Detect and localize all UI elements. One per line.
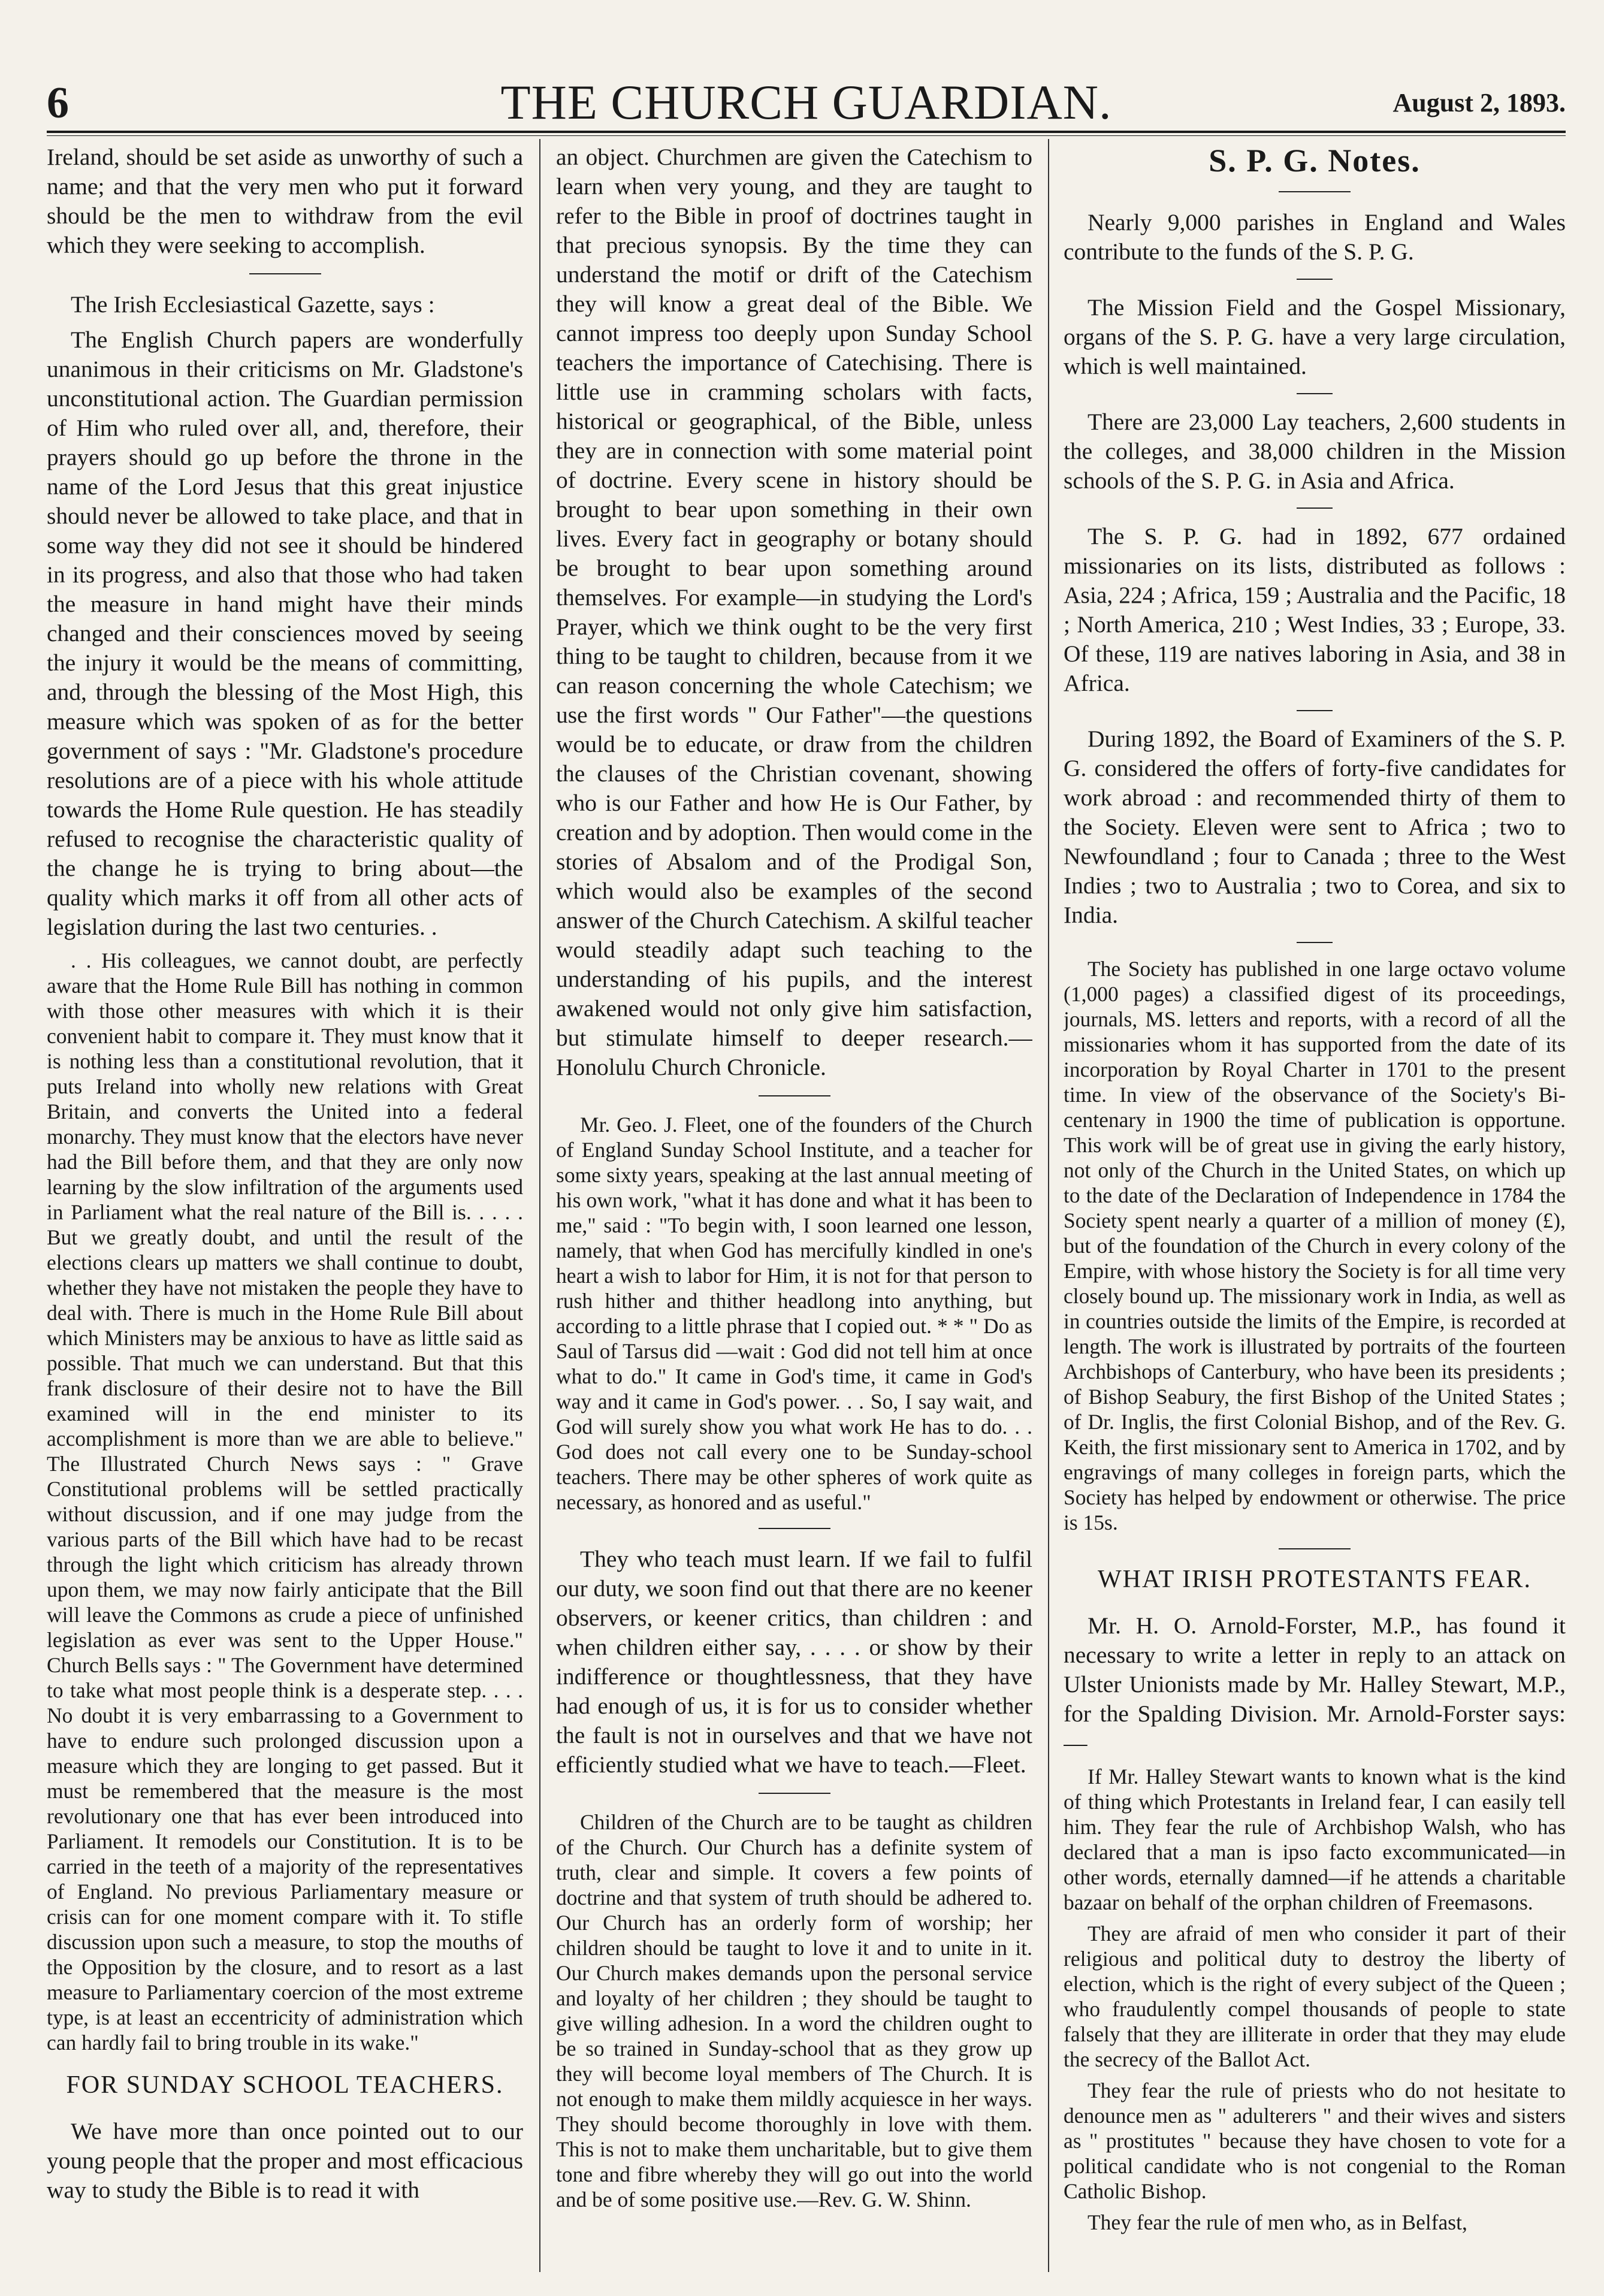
separator-rule: [1279, 1548, 1351, 1549]
paragraph: Mr. H. O. Arnold-Forster, M.P., has found it necessary to write a letter in reply to an attack on Ulster Unionists made by Mr. Halley Stewart, M.P., for the Spalding Division. Mr. Arnold-Forster says:—: [1064, 1612, 1566, 1756]
paragraph: The Society has published in one large octavo volume (1,000 pages) a classified digest of its proceedings, journals, MS. letters and reports, with a record of all the missionaries whom it has supported from the date of its incorporation by Royal Charter in 1701 to the present time. In view of the observance of the Society's Bi-centenary in 1900 the time of publication is opportune. This work will be of great use in giving the early history, not only of the Church in the United States, on which up to the date of the Declaration of Independence in 1784 the Society spent nearly a quarter of a million of money (£), but of the foundation of the Church in every colony of the Empire, with whose history the Society is for all time very closely bound up. The missionary work in India, as well as in countries outside the limits of the Empire, is recorded at length. The work is illustrated by portraits of the fourteen Archbishops of Canterbury, who have been its presidents ; of Bishop Seabury, the first Bishop of the United States ; of Dr. Inglis, the first Colonial Bishop, and of the Rev. G. Keith, the first missionary sent to America in 1702, and by engravings of many colleges in foreign parts, which the Society has helped by endowment or otherwise. The price is 15s.: [1064, 957, 1566, 1534]
separator-rule: [249, 273, 321, 274]
paragraph: Ireland, should be set aside as unworthy of such a name; and that the very men who put it forward should be the men to withdraw from the evil which they were seeking to accomplish.: [47, 144, 523, 258]
header-rule-thick: [47, 131, 1566, 133]
section-heading: WHAT IRISH PROTESTANTS FEAR.: [1098, 1566, 1531, 1593]
page-number: 6: [47, 78, 69, 128]
paragraph: The English Church papers are wonderfully unanimous in their criticisms on Mr. Gladstone's unconstitutional action. The Guardian permission of Him who ruled over all, and, therefore, their prayers should go up before the throne in the name of the Lord Jesus that this great injustice should never be allowed to take place, and that in some way they did not see it should be hindered in its progress, and also that those who had taken the measure in hand might have their minds changed and their consciences moved by seeing the injury it would be the means of committing, and, through the blessing of the Most High, this measure which was spoken of as for the better government of says : "Mr. Gladstone's procedure resolutions are of a piece with his whole attitude towards the Home Rule question. He has steadily refused to recognise the characteristic quality of the change he is trying to bring about—the quality which marks it off from all other acts of legislation during the last two centuries. .: [47, 327, 523, 940]
paragraph: an object. Churchmen are given the Catechism to learn when very young, and they are taught to refer to the Bible in proof of doctrines taught in that precious synopsis. By the time they can understand the motif or drift of the Catechism they will know a great deal of the Bible. We cannot impress too deeply upon Sunday School teachers the importance of Catechising. There is little use in cramming scholars with facts, historical or geographical, of the Bible, unless they are in connection with some material point of doctrine. Every scene in history should be brought to bear upon something in their own lives. Every fact in geography or botany should be brought to bear upon something around themselves. For example—in studying the Lord's Prayer, which we think ought to be the very first thing to be taught to children, because from it we can reason concerning the whole Catechism; we use the first words " Our Father"—the questions would be to educate, or draw from the children the clauses of the Christian covenant, showing who is our Father and how He is Our Father, by creation and by adoption. Then would come in the stories of Absalom and of the Prodigal Son, which would also be examples of the second answer of the Church Catechism. A skilful teacher would steadily adapt such teaching to the understanding of his pupils, and the interest awakened would not only give him satisfaction, but stimulate himself to deeper research.— Honolulu Church Chronicle.: [556, 144, 1032, 1080]
page-header: [47, 75, 1566, 129]
separator-rule: [1297, 279, 1333, 280]
paragraph: They who teach must learn. If we fail to fulfil our duty, we soon find out that there are no keener observers, or keener critics, than children : and when children either say, . . . . or show by their indifference or thoughtlessness, that they have had enough of us, it is for us to consider whether the fault is not in ourselves and that we have not efficiently studied what we have to teach.—Fleet.: [556, 1546, 1032, 1778]
paragraph: If Mr. Halley Stewart wants to known what is the kind of thing which Protestants in Ireland fear, I can easily tell him. They fear the rule of Archbishop Walsh, who has declared that a man is ipso facto excommunicated—in other words, eternally damned—if he attends a charitable bazaar on behalf of the orphan children of Freemasons.: [1064, 1765, 1566, 1914]
paragraph: They fear the rule of priests who do not hesitate to denounce men as " adulterers " and their wives and sisters as " prostitutes " because they have chosen to vote for a political candidate who is not congenial to the Roman Catholic Bishop.: [1064, 2079, 1566, 2203]
separator-rule: [759, 1095, 830, 1096]
paragraph: During 1892, the Board of Examiners of the S. P. G. considered the offers of forty-five candidates for work abroad : and recommended thirty of them to the Society. Eleven were sent to Africa ; two to Newfoundland ; four to Canada ; three to the West Indies ; two to Australia ; two to Corea, and six to India.: [1064, 726, 1566, 928]
column-3: [1064, 143, 1566, 2272]
paragraph: Nearly 9,000 parishes in England and Wales contribute to the funds of the S. P. G.: [1064, 209, 1566, 265]
paragraph: The Mission Field and the Gospel Missionary, organs of the S. P. G. have a very large circulation, which is well maintained.: [1064, 294, 1566, 379]
paragraph: Children of the Church are to be taught as children of the Church. Our Church has a definite system of truth, clear and simple. It covers a few points of doctrine and that system of truth should be adhered to. Our Church has an orderly form of worship; her children should be taught to love it and to unite in it. Our Church makes demands upon the personal service and loyalty of her children ; they should be taught to give willing adhesion. In a word the children ought to be so trained in Sunday-school that as they grow up they will become loyal members of The Church. It is not enough to make them mildly acquiesce in her ways. They should become thoroughly in love with them. This is not to make them uncharitable, but to give them tone and fibre whereby they will go out into the world and be of some positive use.—Rev. G. W. Shinn.: [556, 1810, 1032, 2212]
paragraph: There are 23,000 Lay teachers, 2,600 students in the colleges, and 38,000 children in the Mission schools of the S. P. G. in Asia and Africa.: [1064, 409, 1566, 494]
paragraph: The Irish Ecclesiastical Gazette, says :: [71, 291, 435, 318]
paragraph: They are afraid of men who consider it part of their religious and political duty to destroy the liberty of election, which is the right of every subject of the Queen ; who fraudulently compel thousands of people to state falsely that they are illiterate in order that they may elude the secrecy of the Ballot Act.: [1064, 1922, 1566, 2071]
separator-rule: [759, 1528, 830, 1529]
header-rule-thin: [47, 135, 1566, 136]
paragraph: The S. P. G. had in 1892, 677 ordained missionaries on its lists, distributed as follows : Asia, 224 ; Africa, 159 ; Australia and the Pacific, 18 ; North America, 210 ; West Indies, 33 ; Europe, 33. Of these, 119 are natives laboring in Asia, and 38 in Africa.: [1064, 523, 1566, 696]
section-heading: FOR SUNDAY SCHOOL TEACHERS.: [66, 2071, 504, 2099]
separator-rule: [1279, 191, 1351, 192]
section-heading: S. P. G. Notes.: [1209, 143, 1421, 179]
column-divider: [1048, 139, 1049, 2272]
column-2: [556, 143, 1032, 2272]
separator-rule: [759, 1793, 830, 1794]
newspaper-title: THE CHURCH GUARDIAN.: [500, 75, 1112, 129]
paragraph: We have more than once pointed out to our young people that the proper and most efficacious way to study the Bible is to read it with: [47, 2118, 523, 2203]
column-1: [47, 143, 523, 2272]
separator-rule: [1297, 507, 1333, 509]
paragraph: . . His colleagues, we cannot doubt, are perfectly aware that the Home Rule Bill has nothing in common with those other measures with which it is their convenient habit to compare it. They must know that it is nothing less than a constitutional revolution, that it puts Ireland into wholly new relations with Great Britain, and converts the United into a federal monarchy. They must know that the electors have never had the Bill before them, and that they are only now learning by the slow infiltration of the arguments used in Parliament what the real nature of the Bill is. . . . . But we greatly doubt, and until the result of the elections clears up matters we shall continue to doubt, whether they have not mistaken the people they have to deal with. There is much in the Home Rule Bill about which Ministers may be anxious to have as little said as possible. That much we can understand. But that this frank disclosure of their desire not to have the Bill examined will in the end minister to its accomplishment is more than we are able to believe." The Illustrated Church News says : " Grave Constitutional problems will be settled practically without discussion, and if one may judge from the various parts of the Bill which have had to be recast through the light which criticism has already thrown upon them, we may now fairly anticipate that the Bill will leave the Commons as crude a piece of unfinished legislation as ever was sent to the Upper House." Church Bells says : " The Government have determined to take what most people think is a desperate step. . . . No doubt it is very embarrassing to a Government to have to endure such prolonged discussion upon a measure which they are longing to get passed. But it must be remembered that the measure is the most revolutionary one that has ever been introduced into Parliament. It remodels our Constitution. It is to be carried in the teeth of a majority of the representatives of England. No previous Parliamentary measure or crisis can for one moment compare with it. To stifle discussion upon such a measure, to stop the mouths of the Opposition by the closure, and to resort as a last measure to Parliamentary coercion of the most extreme type, is at least an eccentricity of administration which can hardly fail to bring trouble in its wake.": [47, 948, 523, 2055]
separator-rule: [1297, 710, 1333, 711]
paragraph: They fear the rule of men who, as in Belfast,: [1088, 2210, 1467, 2234]
separator-rule: [1297, 942, 1333, 943]
issue-date: August 2, 1893.: [1392, 88, 1566, 117]
paragraph: Mr. Geo. J. Fleet, one of the founders of the Church of England Sunday School Institute, and a teacher for some sixty years, speaking at the last annual meeting of his own work, "what it has done and what it has been to me," said : "To begin with, I soon learned one lesson, namely, that when God has mercifully kindled in one's heart a wish to labor for Him, it is not for that person to rush hither and thither headlong into anything, but according to a little phrase that I copied out. * * " Do as Saul of Tarsus did —wait : God did not tell him at once what to do." It came in God's time, it came in God's way and it came in God's power. . . So, I say wait, and God will surely show you what work He has to do. . . God does not call every one to be Sunday-school teachers. There may be other spheres of work quite as necessary, as honored and as useful.": [556, 1113, 1032, 1514]
column-divider: [539, 139, 540, 2272]
separator-rule: [1297, 393, 1333, 394]
